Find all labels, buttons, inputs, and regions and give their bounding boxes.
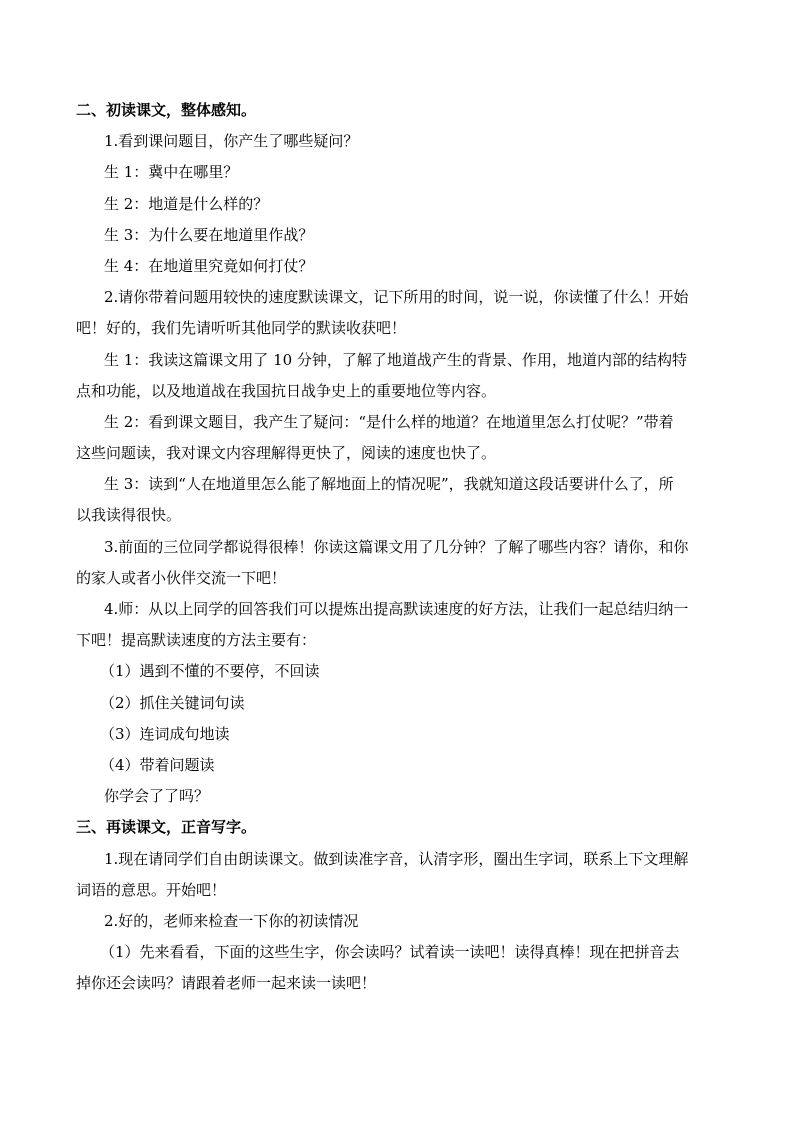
list-item: （2）抓住关键词句读 — [100, 693, 245, 712]
paragraph-line: 词语的意思。开始吧！ — [76, 880, 227, 899]
paragraph-line: 1.看到课问题目，你产生了哪些疑问？ — [104, 132, 359, 151]
paragraph-line: 4.师：从以上同学的回答我们可以提炼出提高默读速度的好方法，让我们一起总结归纳一 — [104, 600, 689, 618]
paragraph-line: 生 2：看到课文题目，我产生了疑问：“是什么样的地道？在地道里怎么打仗呢？”带着 — [104, 412, 674, 431]
section-heading: 二、初读课文，整体感知。 — [76, 101, 257, 119]
list-item: （1）遇到不懂的不要停，不回读 — [100, 662, 320, 681]
paragraph-line: 生 2：地道是什么样的？ — [104, 194, 269, 213]
list-item: （3）连词成句地读 — [100, 724, 230, 743]
paragraph-line: 掉你还会读吗？请跟着老师一起来读一读吧！ — [76, 974, 377, 993]
paragraph-line: （1）先来看看，下面的这些生字，你会读吗？试着读一读吧！读得真棒！现在把拼音去 — [100, 943, 680, 962]
paragraph-line: 生 4：在地道里究竟如何打仗？ — [104, 256, 314, 275]
paragraph-line: 生 1：我读这篇课文用了 10 分钟，了解了地道战产生的背景、作用，地道内部的结构特 — [104, 350, 687, 369]
paragraph-line: 的家人或者小伙伴交流一下吧！ — [76, 568, 287, 587]
paragraph-line: 吧！好的，我们先请听听其他同学的默读收获吧！ — [76, 319, 407, 338]
list-item: （4）带着问题读 — [100, 755, 215, 774]
paragraph-line: 生 3：读到“人在地道里怎么能了解地面上的情况呢”，我就知道这段话要讲什么了，所 — [104, 475, 674, 494]
paragraph-line: 点和功能，以及地道战在我国抗日战争史上的重要地位等内容。 — [76, 381, 497, 400]
paragraph-line: 2.好的，老师来检查一下你的初读情况 — [104, 911, 359, 930]
section-heading: 三、再读课文，正音写字。 — [76, 818, 257, 837]
paragraph-line: 3.前面的三位同学都说得很棒！你读这篇课文用了几分钟？了解了哪些内容？请你，和你 — [104, 537, 689, 556]
paragraph-line: 你学会了了吗？ — [104, 787, 210, 806]
paragraph-line: 1.现在请同学们自由朗读课文。做到读准字音，认清字形，圈出生字词，联系上下文理解 — [104, 849, 689, 868]
paragraph-line: 生 3：为什么要在地道里作战？ — [104, 225, 314, 244]
paragraph-line: 这些问题读，我对课文内容理解得更快了，阅读的速度也快了。 — [76, 444, 497, 463]
paragraph-line: 生 1：冀中在哪里？ — [104, 163, 239, 182]
paragraph-line: 下吧！提高默读速度的方法主要有： — [76, 631, 317, 650]
paragraph-line: 2.请你带着问题用较快的速度默读课文，记下所用的时间，说一说，你读懂了什么！开始 — [104, 288, 689, 307]
paragraph-line: 以我读得很快。 — [76, 506, 182, 525]
